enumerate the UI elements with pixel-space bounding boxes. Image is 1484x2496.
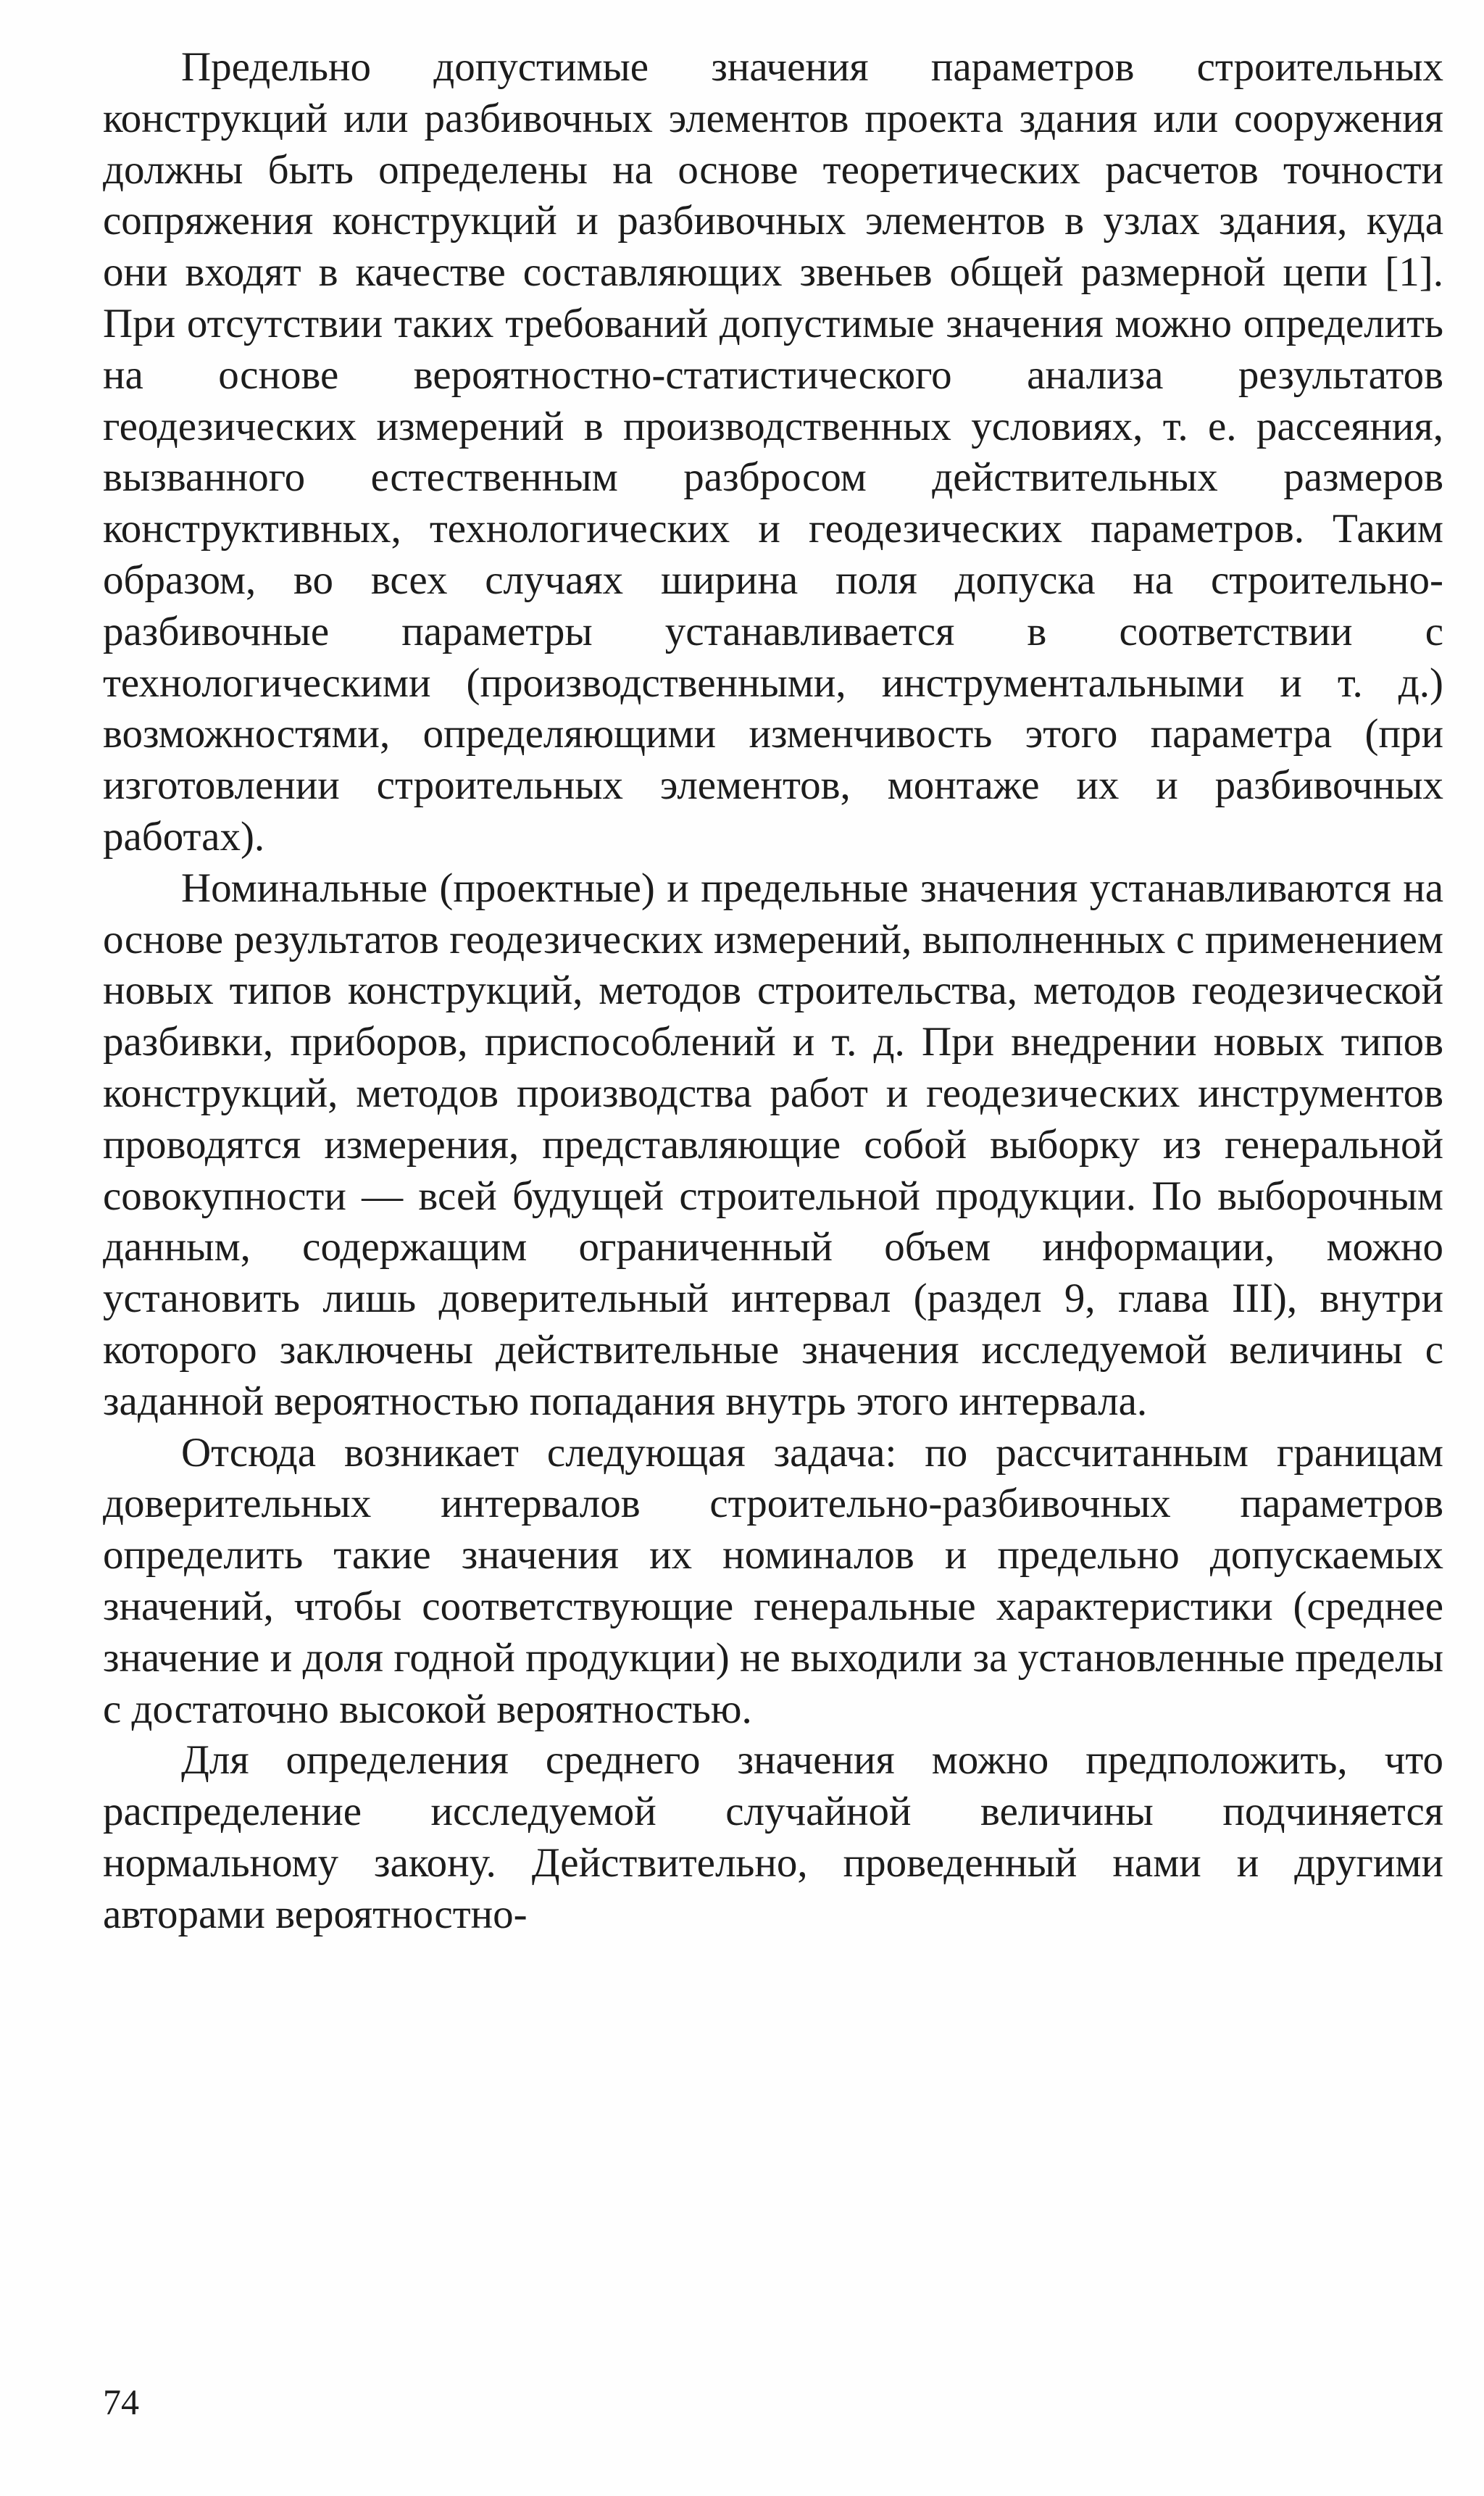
page-number: 74 (103, 2381, 139, 2422)
paragraph-4: Для определения среднего значения можно предположить, что распределение исследуемой случайной величины подчиняется нормальному закону. Действительно, проведенный нами и другими авторами вероятностно- (103, 1737, 1443, 1937)
paragraph-3: Отсюда возникает следующая задача: по рассчитанным границам доверительных интервалов строительно-разбивочных параметров определить такие значения их номиналов и предельно допускаемых значений, чтобы соответствующие генеральные характеристики (среднее значение и доля годной продукции) не выходили за установленные пределы с достаточно высокой вероятностью. (103, 1429, 1443, 1732)
body-text (103, 42, 1443, 1940)
paragraph-2: Номинальные (проектные) и предельные значения устанавливаются на основе результатов геодезических измерений, выполненных с применением новых типов конструкций, методов строительства, методов геодезической разбивки, приборов, приспособлений и т. д. При внедрении новых типов конструкций, методов производства работ и геодезических инструментов проводятся измерения, представляющие собой выборку из генеральной совокупности — всей будущей строительной продукции. По выборочным данным, содержащим ограниченный объем информации, можно установить лишь доверительный интервал (раздел 9, глава III), внутри которого заключены действительные значения исследуемой величины с заданной вероятностью попадания внутрь этого интервала. (103, 865, 1443, 1424)
paragraph-1: Предельно допустимые значения параметров строительных конструкций или разбивочных элементов проекта здания или сооружения должны быть определены на основе теоретических расчетов точности сопряжения конструкций и разбивочных элементов в узлах здания, куда они входят в качестве составляющих звеньев общей размерной цепи [1]. При отсутствии таких требований допустимые значения можно определить на основе вероятностно-статистического анализа результатов геодезических измерений в производственных условиях, т. е. рассеяния, вызванного естественным разбросом действительных размеров конструктивных, технологических и геодезических параметров. Таким образом, во всех случаях ширина поля допуска на строительно-разбивочные параметры устанавливается в соответствии с технологическими (производственными, инструментальными и т. д.) возможностями, определяющими изменчивость этого параметра (при изготовлении строительных элементов, монтаже их и разбивочных работах). (103, 44, 1443, 860)
